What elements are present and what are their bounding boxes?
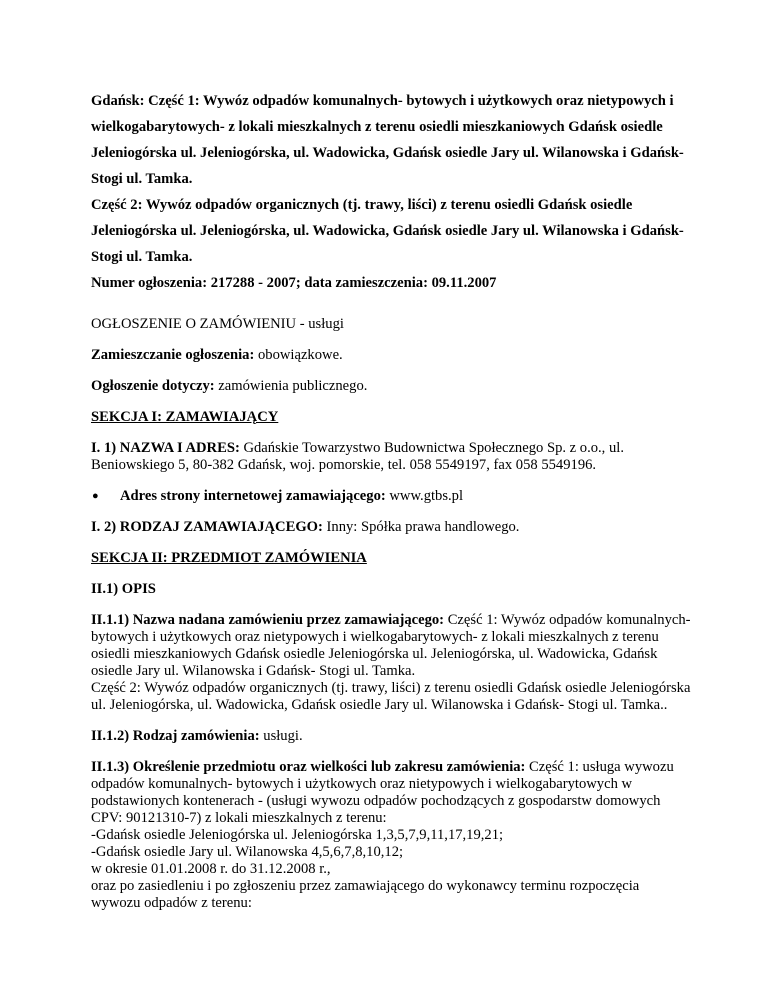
contract-name-value: Część 1: Wywóz odpadów komunalnych- bytowych i użytkowych oraz nietypowych i wielkogabarytowych- z lokali mieszkalnych z terenu osiedli mieszkaniowych Gdańsk osiedle Jeleniogórska ul. Jeleniogórska, ul. Wadowicka, Gdańsk osiedle Jary ul. Wilanowska i Gdańsk- Stogi ul. Tamka. xyxy=(91,612,691,679)
notice-type: OGŁOSZENIE O ZAMÓWIENIU - usługi xyxy=(91,316,344,332)
scope-line: w okresie 01.01.2008 r. do 31.12.2008 r., xyxy=(91,861,331,877)
contract-kind-label: II.1.2) Rodzaj zamówienia: xyxy=(91,728,260,744)
list-item xyxy=(91,488,691,505)
section-1-heading: SEKCJA I: ZAMAWIAJĄCY xyxy=(91,409,279,425)
notice-title xyxy=(91,88,691,296)
name-address-value: Gdańskie Towarzystwo Budownictwa Społecznego Sp. z o.o., ul. Beniowskiego 5, 80-382 Gdańsk, woj. pomorskie, tel. 058 5549197, fax 058 5549196. xyxy=(91,440,624,473)
posting-label: Zamieszczanie ogłoszenia: xyxy=(91,347,255,363)
contract-name xyxy=(91,612,691,714)
authority-type xyxy=(91,519,691,536)
authority-details-list xyxy=(91,488,691,505)
document-page xyxy=(91,88,691,926)
scope-line: -Gdańsk osiedle Jary ul. Wilanowska 4,5,6,7,8,10,12; xyxy=(91,844,404,860)
title-line: Stogi ul. Tamka. xyxy=(91,249,193,265)
section-2-heading: SEKCJA II: PRZEDMIOT ZAMÓWIENIA xyxy=(91,550,367,566)
contract-scope xyxy=(91,759,691,912)
concerns-value: zamówienia publicznego. xyxy=(214,378,368,394)
contract-scope-label: II.1.3) Określenie przedmiotu oraz wielkości lub zakresu zamówienia: xyxy=(91,759,526,775)
contract-name-label: II.1.1) Nazwa nadana zamówieniu przez zamawiającego: xyxy=(91,612,445,628)
website-label: Adres strony internetowej zamawiającego: xyxy=(120,488,386,504)
authority-type-value: Inny: Spółka prawa handlowego. xyxy=(322,519,520,535)
contract-name-part2: Część 2: Wywóz odpadów organicznych (tj. trawy, liści) z terenu osiedli Gdańsk osiedle Jeleniogórska ul. Jeleniogórska, ul. Wadowicka, Gdańsk osiedle Jary ul. Wilanowska i Gdańsk- Stogi ul. Tamka.. xyxy=(91,680,691,713)
contract-kind-value: usługi. xyxy=(259,728,303,744)
bullet-icon: ● xyxy=(92,490,99,502)
name-address-label: I. 1) NAZWA I ADRES: xyxy=(91,440,240,456)
scope-line: oraz po zasiedleniu i po zgłoszeniu przez zamawiającego do wykonawcy terminu rozpoczęcia wywozu odpadów z terenu: xyxy=(91,878,640,911)
description-heading: II.1) OPIS xyxy=(91,581,156,597)
title-line: Jeleniogórska ul. Jeleniogórska, ul. Wadowicka, Gdańsk osiedle Jary ul. Wilanowska i Gdańsk- xyxy=(91,223,684,239)
contract-kind xyxy=(91,728,691,745)
contracting-authority-name xyxy=(91,440,691,474)
contract-scope-value: Część 1: usługa wywozu odpadów komunalnych- bytowych i użytkowych oraz nietypowych i wielkogabarytowych w podstawionych kontenerach - (usługi wywozu odpadów pochodzących z gospodarstw domowych CPV: 90121310-7) z lokali mieszkalnych z terenu: xyxy=(91,759,674,826)
title-line: Gdańsk: Część 1: Wywóz odpadów komunalnych- bytowych i użytkowych oraz nietypowych i xyxy=(91,93,674,109)
concerns-field xyxy=(91,378,691,395)
concerns-label: Ogłoszenie dotyczy: xyxy=(91,378,215,394)
title-line: Jeleniogórska ul. Jeleniogórska, ul. Wadowicka, Gdańsk osiedle Jary ul. Wilanowska i Gdańsk- xyxy=(91,145,684,161)
website-value: www.gtbs.pl xyxy=(385,488,464,504)
authority-type-label: I. 2) RODZAJ ZAMAWIAJĄCEGO: xyxy=(91,519,323,535)
title-line: Stogi ul. Tamka. xyxy=(91,171,193,187)
scope-line: -Gdańsk osiedle Jeleniogórska ul. Jeleniogórska 1,3,5,7,9,11,17,19,21; xyxy=(91,827,504,843)
notice-number: Numer ogłoszenia: 217288 - 2007; data zamieszczenia: 09.11.2007 xyxy=(91,275,497,291)
title-line: wielkogabarytowych- z lokali mieszkalnych z terenu osiedli mieszkaniowych Gdańsk osiedle xyxy=(91,119,663,135)
posting-value: obowiązkowe. xyxy=(254,347,343,363)
title-line: Część 2: Wywóz odpadów organicznych (tj. trawy, liści) z terenu osiedli Gdańsk osiedle xyxy=(91,197,633,213)
posting-field xyxy=(91,347,691,364)
